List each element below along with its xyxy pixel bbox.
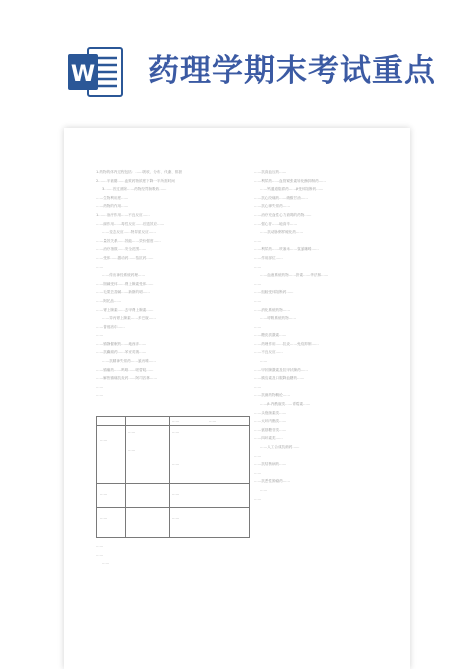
- table-header-cell: ……: [209, 419, 217, 423]
- text-line: ……: [254, 264, 262, 269]
- page-title: 药理学期末考试重点: [148, 53, 436, 89]
- text-line: ……抗癫痫药……苯妥英钠……: [96, 350, 147, 355]
- text-line: ……利尿药……呋塞米……氢氯噻嗪……: [254, 247, 319, 252]
- text-line: ……人工合成抗菌药……: [260, 445, 300, 449]
- header-banner: [0, 0, 474, 120]
- text-line: ……呼吸系统药物……: [260, 316, 296, 321]
- text-line: ……: [96, 544, 104, 548]
- text-line: ……镇静催眠药……地西泮……: [96, 341, 147, 346]
- text-line: 2.……半衰期……血浆药物浓度下降一半所需时间: [96, 178, 175, 183]
- text-line: ……β-内酰胺类……青霉素……: [260, 402, 311, 407]
- text-line: ……镇痛药……吗啡……哌替啶……: [96, 367, 154, 372]
- table-cell: ……: [172, 462, 180, 466]
- text-line: ……治疗指数……安全范围……: [96, 247, 147, 252]
- text-line: ……抗菌药物概论……: [254, 393, 290, 398]
- text-line: ……普萘洛尔……: [96, 324, 125, 329]
- text-line: ……: [254, 281, 262, 286]
- text-line: ……: [260, 359, 268, 364]
- text-line: ……异丙肾上腺素……多巴胺……: [102, 316, 156, 321]
- text-line: ……抗心绞痛药……硝酸甘油……: [254, 195, 308, 200]
- text-line: ……: [254, 298, 262, 303]
- text-line: ……阿托品……: [96, 298, 122, 303]
- text-line: ……: [96, 552, 104, 557]
- text-line: ……: [102, 561, 110, 566]
- text-line: ……治疗充血性心力衰竭的药物……: [254, 212, 312, 217]
- text-line: ……甲状腺激素及抗甲状腺药……: [254, 367, 308, 372]
- text-line: 1.……治疗作用……不良反应……: [96, 212, 150, 217]
- text-line: ……不良反应……: [254, 350, 283, 355]
- text-line: ……传出神经系统药理……: [102, 273, 146, 278]
- text-line: ……氨基糖苷类……: [254, 427, 287, 432]
- table-cell: ……: [172, 492, 180, 496]
- text-line: ……药理作用……抗炎……免疫抑制……: [254, 341, 319, 346]
- left-text-column: [96, 168, 246, 400]
- text-line: ……解热镇痛抗炎药……阿司匹林……: [96, 376, 158, 381]
- table-cell: ……: [172, 516, 180, 520]
- text-line: ……四环素类……: [254, 436, 283, 441]
- text-line: ……: [96, 384, 104, 389]
- text-line: ……糖皮质激素……: [254, 333, 287, 338]
- text-line: ……: [96, 264, 104, 269]
- data-table: [96, 416, 250, 538]
- table-header-cell: ……: [172, 419, 180, 423]
- text-line: ……: [96, 393, 104, 398]
- text-line: ……: [254, 324, 262, 329]
- text-line: ……生物利用度……: [96, 195, 129, 200]
- text-line: ……组胺受体阻断药……: [254, 290, 294, 295]
- text-line: ……肾上腺素……去甲肾上腺素……: [96, 307, 154, 312]
- table-cell: ……: [128, 430, 136, 434]
- text-line: ……抗结核病药……: [254, 462, 287, 467]
- text-line: ……: [260, 487, 268, 492]
- word-document-icon: [66, 45, 124, 99]
- text-line: ……抗精神失常药……氯丙嗪……: [102, 359, 156, 364]
- table-cell: ……: [128, 448, 136, 452]
- text-line: 1.药物的体内过程包括：……吸收、分布、代谢、排泄: [96, 170, 183, 174]
- text-line: ……: [96, 333, 104, 338]
- table-row-label: ……: [100, 438, 108, 442]
- text-line: ……毛果芸香碱……新斯的明……: [96, 290, 150, 295]
- table-cell: ……: [172, 430, 180, 434]
- text-line: ……: [254, 453, 262, 458]
- text-line: ……抗恶性肿瘤药……: [254, 479, 290, 484]
- text-line: ……头孢菌素类……: [254, 410, 287, 415]
- logo-letter: W: [70, 62, 96, 87]
- text-line: ……: [254, 470, 262, 475]
- text-line: ……药物的作用……: [96, 204, 129, 209]
- text-line: ……受体……激动药……拮抗药……: [96, 255, 154, 260]
- text-line: ……钙通道阻滞药……β受体阻断药……: [260, 187, 324, 192]
- text-line: ……胰岛素及口服降血糖药……: [254, 376, 305, 381]
- text-line: ……抗心律失常药……: [254, 204, 290, 209]
- text-line: ……消化系统药物……: [254, 307, 290, 312]
- text-line: ……: [254, 238, 262, 243]
- text-line: ……血液系统药物……肝素……华法林……: [260, 273, 329, 278]
- text-line: ……利尿药……血管紧张素转化酶抑制药……: [254, 178, 326, 183]
- text-line: ……变态反应……特异质反应……: [102, 230, 156, 235]
- text-line: ……量效关系……效能……效价强度……: [96, 238, 161, 243]
- table-row-label: ……: [100, 492, 108, 496]
- text-line: ……强心苷……地高辛……: [254, 221, 298, 226]
- text-line: ……作用部位……: [254, 255, 283, 260]
- text-line: ……胆碱受体……肾上腺素受体……: [96, 281, 154, 286]
- document-page: [64, 128, 410, 669]
- text-line: ……抗高血压药……: [254, 170, 287, 174]
- text-line: ……抗动脉粥样硬化药……: [260, 230, 304, 235]
- text-below-table: [96, 542, 276, 568]
- text-line: 3.……首过消除……药物经胃肠吸收……: [102, 187, 167, 192]
- text-line: ……大环内酯类……: [254, 419, 287, 424]
- right-text-column: [254, 168, 382, 503]
- text-line: ……副作用……毒性反应……后遗效应……: [96, 221, 165, 226]
- text-line: ……: [254, 384, 262, 389]
- table-row-label: ……: [100, 516, 108, 520]
- text-line: ……: [254, 496, 262, 501]
